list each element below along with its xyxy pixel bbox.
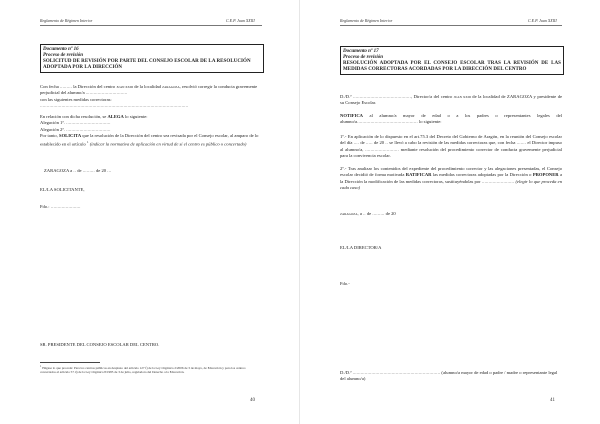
page-number: 40 [250,398,255,403]
procedure-label: Proceso de revisión [43,52,83,58]
page-number: 41 [550,398,555,403]
text-italic: (elegir lo que proceda en cada caso) [340,178,562,190]
text: 1º.- En aplicación de lo dispuesto en el art.75.3 del Decreto del Gobierno de Aragón, en la reunión del Consejo escolar del día [340,134,562,146]
recipient-line: D./D.ª ................................................................. (alumno/a mayor de edad o padre / madre o representante legal del alumno/a) [340,370,558,382]
paragraph-item-1: 1º.- En aplicación de lo dispuesto en el art.75.3 del Decreto del Gobierno de Aragón, en la reunión del Consejo escolar del día .... de ..... de 20 .. se llevó a cabo la revisión de las medidas correctoras que, con fecha ....... el Director impuso al alumno/a, ......................... mediante resolución del procedimiento corrector de conducta gravemente perjudicial para la convivencia escolar. [340,134,562,158]
document-title: SOLICITUD DE REVISIÓN POR PARTE DEL CONSEJO ESCOLAR DE LA RESOLUCIÓN ADOPTADA POR LA DIRECCIÓN [43,58,251,70]
document-number: Documento nº 16 [43,46,79,52]
paragraph-item-2: 2º.- Tras analizar los contenidos del expediente del procedimiento corrector y las alegaciones presentadas, el Consejo escolar decidió de forma motivada RATIFICAR las medidas correctoras adoptadas por la Dirección o PROPONER a la Dirección la modificación de las medidas correctoras, sustituyéndolas por ........................ (elegir lo que proceda en cada caso) [340,166,562,190]
running-header-right: C.E.P. Juan XXIII [528,18,557,23]
signer-label: EL/LA SOLICITANTE, [40,187,85,192]
header-rule [340,25,562,26]
text: Con fecha [40,84,60,89]
document-title: RESOLUCIÓN ADOPTADA POR EL CONSEJO ESCOLAR TRAS LA REVISIÓN DE LAS MEDIDAS CORRECTORAS ACORDADAS POR LA DIRECCIÓN DEL CENTRO [343,60,561,72]
footnote-mark: 1 [40,365,42,368]
footnote-text: Hágase lo que proceda: Para los centros públicos en desplazo del artículo 127 f) de la Ley Orgánica 2/2006 de 3 de mayo, de Educación y para los centros concertados el artículo 57 d) de la Ley Orgánica 8/1985 de 3 de julio, reguladora del Derecho a la Educación. [40,366,246,375]
proponer-keyword: PROPONER [532,172,559,178]
locality-name: ZARAGOZA [162,85,180,89]
text: lo siguiente: [123,114,148,119]
footnote-ref: 1 [86,140,89,145]
running-header-left: Reglamento de Régimen Interior [40,18,93,23]
text: se llevó a cabo la revisión de las medidas correctoras que, con fecha [388,140,517,146]
text: Fdo.: [40,204,50,209]
text: de la localidad [133,84,163,89]
header-rule [40,25,262,26]
text: de [76,168,83,173]
footnote-rule [40,362,100,363]
document-title-box [40,44,264,73]
text: el Director impuso al alumno/a, [340,140,562,152]
document-page-right [300,0,600,424]
text: D./D.ª [340,370,353,375]
text: D./D.ª [340,94,353,99]
alegacion-1: Alegación 1ª. [40,120,65,126]
text: que la resolución de la Dirección del centro sea revisada por el Consejo escolar, al amparo de lo establecido en el artículo [40,132,259,147]
text: la Dirección del centro [72,84,117,89]
text: de 20 [372,140,386,146]
paragraph-director: D./D.ª ..........................................., Director/a del centro JUAN XXIII de la localidad de ZARAGOZA y presidente de su Consejo Escolar. [340,94,563,106]
date-city: ZARAGOZA [340,212,358,216]
paragraph-resolution: Con fecha ......... la Dirección del centro JUAN XXIII de la localidad ZARAGOZA, resolvió corregir la conducta gravemente perjudicial del alumno/a ............................... con las siguientes medidas correctoras: .............................................................................................................. [40,84,258,108]
text: a la Dirección la modificación de las medidas correctoras, sustituyéndolas por [340,172,562,184]
text: de [359,140,366,146]
text: , Director/a del centro [410,94,454,99]
text: Por tanto, [40,132,60,138]
text: , a [357,211,364,216]
solicita-keyword: SOLICITA [59,132,82,138]
text: de 20 [94,168,108,173]
date-city: ZARAGOZA [44,168,70,173]
notifica-keyword: NOTIFICA [340,113,363,118]
document-title-box [340,46,564,75]
paragraph-notifica: NOTIFICA al alumno/a mayor de edad o a los padres o representantes legales del alumno/a............................................. lo siguiente: [340,113,562,125]
text: con las siguientes medidas correctoras: [40,96,112,102]
text: las medidas correctoras adoptadas por la Dirección o [431,172,533,178]
text: al alumno/a mayor de edad o a los padres o representantes legales del alumno/a [340,113,562,125]
text: (alumno/a mayor de edad o padre / madre o representante legal del alumno/a) [340,370,558,382]
text: de [365,211,373,216]
ratificar-keyword: RATIFICAR [405,172,432,178]
signer-label: EL/LA DIRECTOR/A [340,245,382,250]
text: de la localidad de ZARAGOZA y presidente de su Consejo Escolar. [340,94,563,106]
text: a [69,168,74,173]
center-name: JUAN XXIII [116,85,134,89]
text-italic: (indicar la normativa de aplicación en virtud de si el centro es público o concertado) [89,141,247,147]
alega-keyword: ALEGA [107,114,124,119]
document-number: Documento nº 17 [343,48,379,54]
date-line: ZARAGOZA a .. de ......... de 20 ... [44,168,112,173]
alegacion-2: Alegación 2ª. [40,126,65,132]
text: de 20 [384,211,396,216]
running-header-left: Reglamento de Régimen Interior [340,18,393,23]
signature-line: Fdo.: ...................... [40,204,81,209]
center-name: JUAN XXIII [453,95,471,99]
text: lo siguiente: [417,119,442,125]
signature-line: Fdo.- [340,281,350,286]
paragraph-alegaciones: En relación con dicha resolución, se ALEGA lo siguiente: Alegación 1ª. ................................. Alegación 2ª. ................................. Por tanto, SOLICITA que la resolución de la Dirección del centro sea revisada por el Consejo escolar, al amparo de lo establecido en el artículo $^1$ (indicar la normativa de aplicación en virtud de si el centro es público o concertado) [40,114,259,147]
text: , resolvió corregir la conducta gravemente perjudicial del alumno/a . [40,84,258,96]
date-line: ZARAGOZA, a .. de ......... de 20 [340,211,396,216]
text: En relación con dicha resolución, se [40,114,108,119]
addressee: SR. PRESIDENTE DEL CONSEJO ESCOLAR DEL CENTRO. [40,342,160,347]
text: 2º.- Tras analizar los contenidos del expediente del procedimiento corrector y las alegaciones presentadas, el Consejo escolar decidió de forma motivada [340,166,562,178]
text: mediante resolución del procedimiento corrector de conducta gravemente perjudicial para la convivencia escolar. [340,146,562,158]
procedure-label: Proceso de revisión [343,54,383,60]
footnote [40,365,262,375]
running-header-right: C.E.P. Juan XXIII [226,18,255,23]
